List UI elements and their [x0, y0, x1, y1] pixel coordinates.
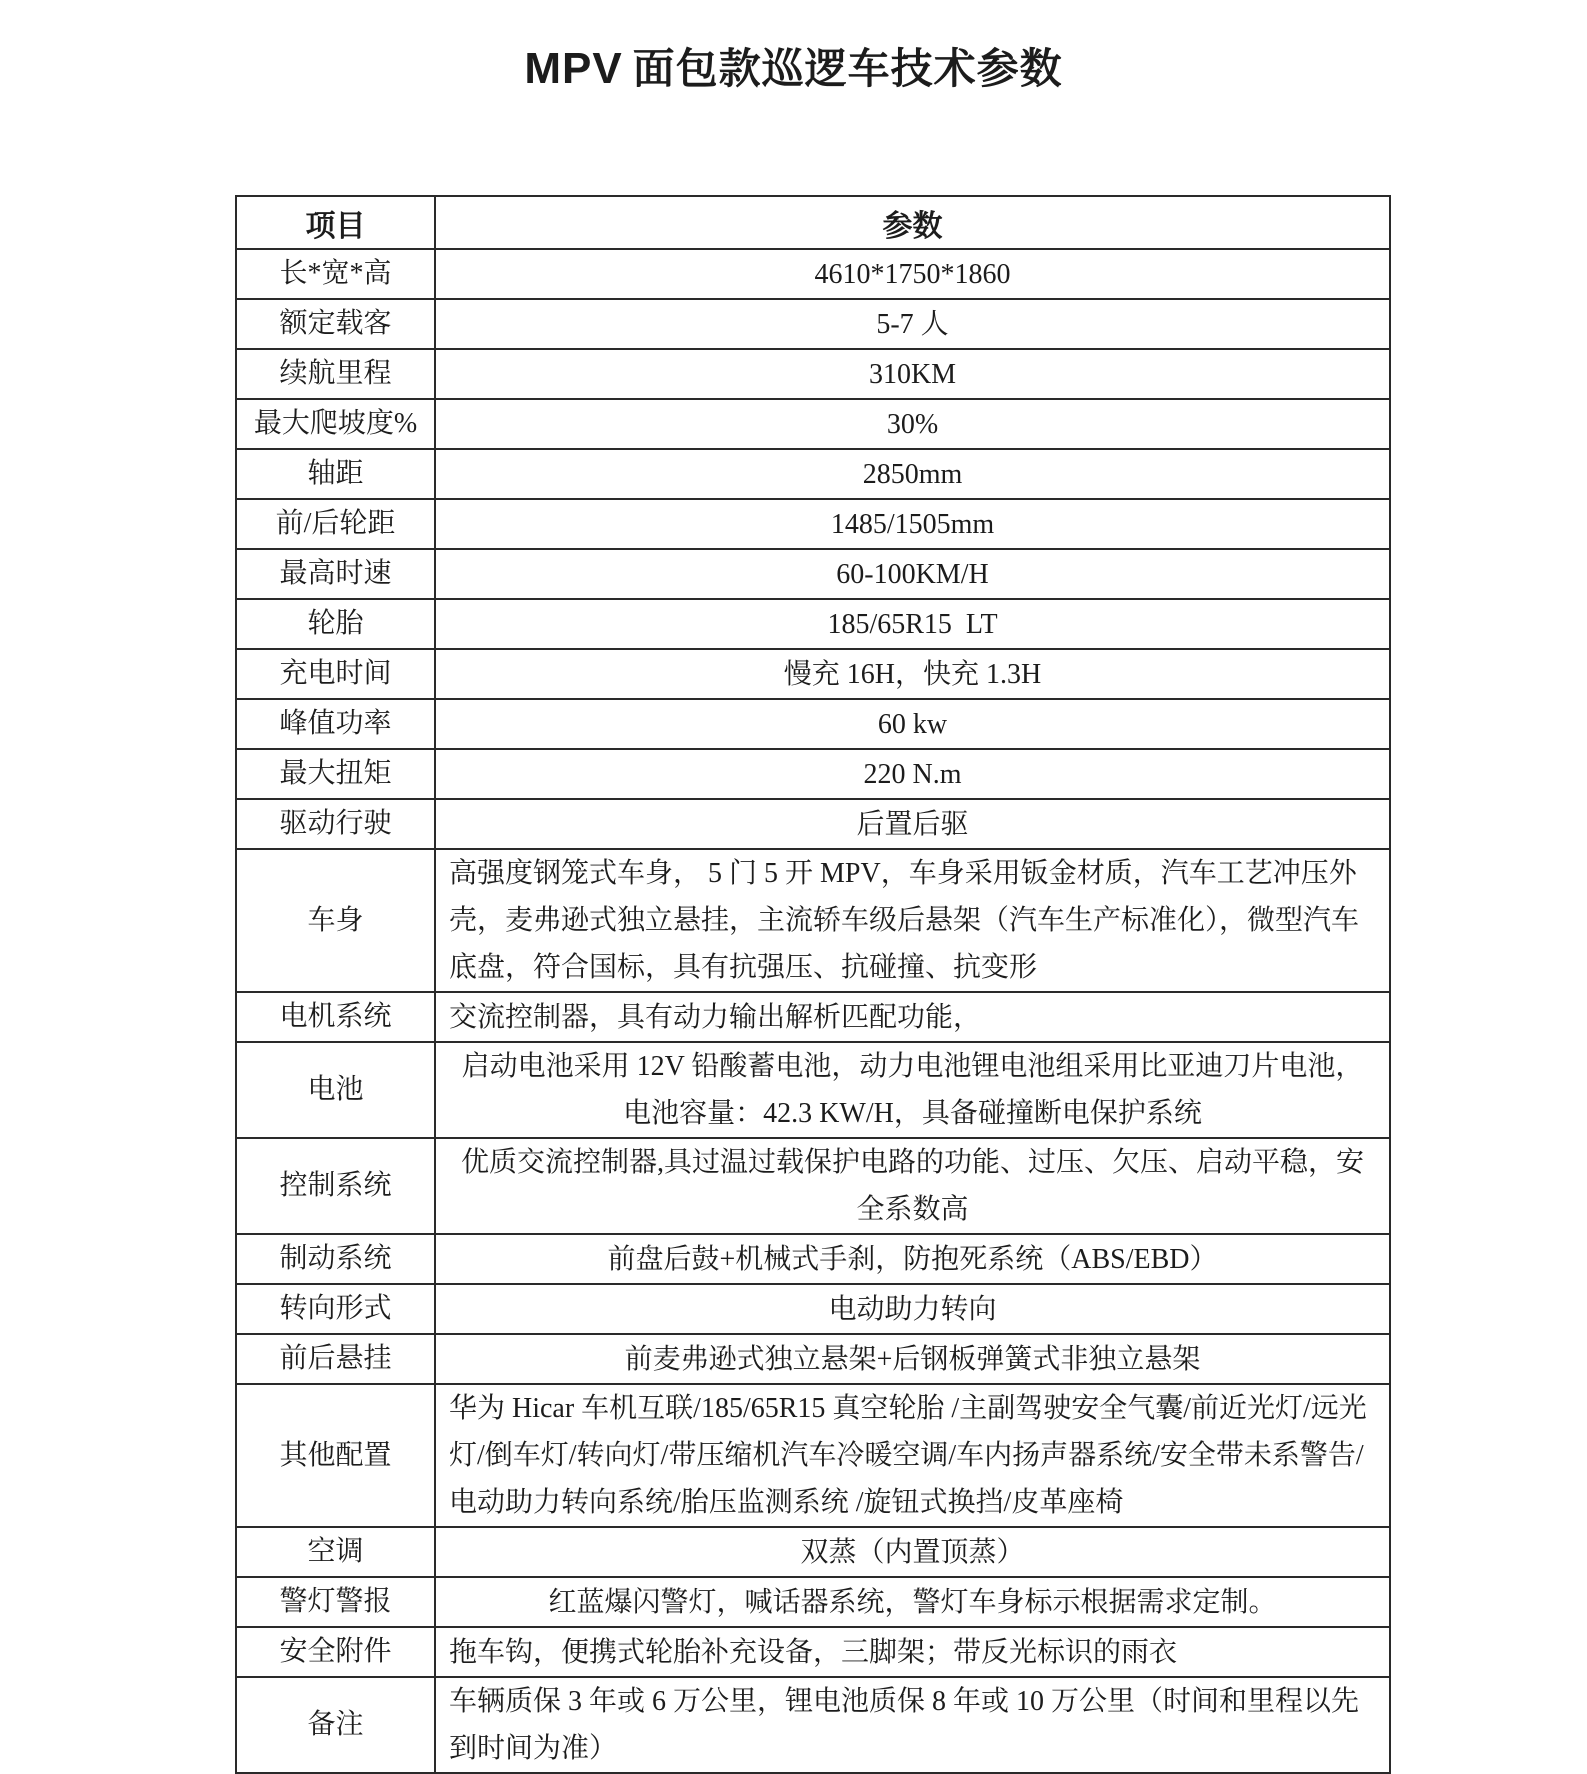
spec-label: 前后悬挂	[236, 1334, 435, 1384]
spec-value: 启动电池采用 12V 铅酸蓄电池，动力电池锂电池组采用比亚迪刀片电池，电池容量：42.3 KW/H，具备碰撞断电保护系统	[435, 1042, 1390, 1138]
spec-value: 交流控制器，具有动力输出解析匹配功能，	[435, 992, 1390, 1042]
spec-label: 最大扭矩	[236, 749, 435, 799]
spec-label: 峰值功率	[236, 699, 435, 749]
spec-label: 电机系统	[236, 992, 435, 1042]
table-row	[236, 699, 1390, 749]
spec-value: 4610*1750*1860	[435, 249, 1390, 299]
header-row	[236, 196, 1390, 249]
spec-label: 制动系统	[236, 1234, 435, 1284]
table-row	[236, 799, 1390, 849]
spec-value: 车辆质保 3 年或 6 万公里，锂电池质保 8 年或 10 万公里（时间和里程以先到时间为准）	[435, 1677, 1390, 1773]
spec-label: 转向形式	[236, 1284, 435, 1334]
spec-label: 前/后轮距	[236, 499, 435, 549]
spec-value: 前盘后鼓+机械式手刹，防抱死系统（ABS/EBD）	[435, 1234, 1390, 1284]
spec-table	[235, 195, 1391, 1774]
table-row	[236, 1334, 1390, 1384]
table-row	[236, 849, 1390, 992]
table-row	[236, 1577, 1390, 1627]
spec-label: 最高时速	[236, 549, 435, 599]
spec-value: 高强度钢笼式车身， 5 门 5 开 MPV，车身采用钣金材质，汽车工艺冲压外壳，麦弗逊式独立悬挂，主流轿车级后悬架（汽车生产标准化），微型汽车底盘，符合国标，具有抗强压、抗碰撞、抗变形	[435, 849, 1390, 992]
spec-value: 60 kw	[435, 699, 1390, 749]
table-row	[236, 399, 1390, 449]
spec-table-body	[236, 249, 1390, 1773]
spec-value: 30%	[435, 399, 1390, 449]
spec-value: 红蓝爆闪警灯，喊话器系统，警灯车身标示根据需求定制。	[435, 1577, 1390, 1627]
spec-value: 华为 Hicar 车机互联/185/65R15 真空轮胎 /主副驾驶安全气囊/前近光灯/远光灯/倒车灯/转向灯/带压缩机汽车冷暖空调/车内扬声器系统/安全带未系警告/电动助力转向系统/胎压监测系统 /旋钮式换挡/皮革座椅	[435, 1384, 1390, 1527]
table-row	[236, 1527, 1390, 1577]
table-row	[236, 599, 1390, 649]
spec-label: 充电时间	[236, 649, 435, 699]
spec-value: 2850mm	[435, 449, 1390, 499]
spec-value: 185/65R15 LT	[435, 599, 1390, 649]
page-title	[0, 36, 1587, 96]
table-row	[236, 249, 1390, 299]
spec-value: 后置后驱	[435, 799, 1390, 849]
table-row	[236, 992, 1390, 1042]
spec-value: 220 N.m	[435, 749, 1390, 799]
spec-label: 控制系统	[236, 1138, 435, 1234]
table-row	[236, 1627, 1390, 1677]
table-row	[236, 449, 1390, 499]
spec-label: 警灯警报	[236, 1577, 435, 1627]
spec-value: 1485/1505mm	[435, 499, 1390, 549]
spec-label: 驱动行驶	[236, 799, 435, 849]
spec-label: 车身	[236, 849, 435, 992]
spec-value: 双蒸（内置顶蒸）	[435, 1527, 1390, 1577]
spec-value: 优质交流控制器,具过温过载保护电路的功能、过压、欠压、启动平稳，安全系数高	[435, 1138, 1390, 1234]
spec-label: 额定载客	[236, 299, 435, 349]
spec-label: 电池	[236, 1042, 435, 1138]
header-param: 参数	[435, 196, 1390, 249]
page-title-latin: MPV	[524, 44, 623, 93]
table-row	[236, 299, 1390, 349]
spec-label: 安全附件	[236, 1627, 435, 1677]
table-row	[236, 549, 1390, 599]
spec-value: 慢充 16H，快充 1.3H	[435, 649, 1390, 699]
spec-label: 续航里程	[236, 349, 435, 399]
spec-label: 备注	[236, 1677, 435, 1773]
table-row	[236, 1138, 1390, 1234]
spec-value: 前麦弗逊式独立悬架+后钢板弹簧式非独立悬架	[435, 1334, 1390, 1384]
spec-value: 拖车钩，便携式轮胎补充设备，三脚架；带反光标识的雨衣	[435, 1627, 1390, 1677]
spec-value: 60-100KM/H	[435, 549, 1390, 599]
spec-value: 电动助力转向	[435, 1284, 1390, 1334]
table-row	[236, 749, 1390, 799]
spec-label: 其他配置	[236, 1384, 435, 1527]
table-row	[236, 649, 1390, 699]
table-row	[236, 1042, 1390, 1138]
table-row	[236, 1234, 1390, 1284]
spec-value: 310KM	[435, 349, 1390, 399]
table-row	[236, 1384, 1390, 1527]
spec-label: 轮胎	[236, 599, 435, 649]
spec-label: 空调	[236, 1527, 435, 1577]
table-row	[236, 1677, 1390, 1773]
spec-label: 最大爬坡度%	[236, 399, 435, 449]
table-row	[236, 499, 1390, 549]
header-item: 项目	[236, 196, 435, 249]
spec-label: 长*宽*高	[236, 249, 435, 299]
spec-label: 轴距	[236, 449, 435, 499]
table-row	[236, 1284, 1390, 1334]
table-row	[236, 349, 1390, 399]
spec-value: 5-7 人	[435, 299, 1390, 349]
page-title-zh: 面包款巡逻车技术参数	[632, 47, 1063, 93]
